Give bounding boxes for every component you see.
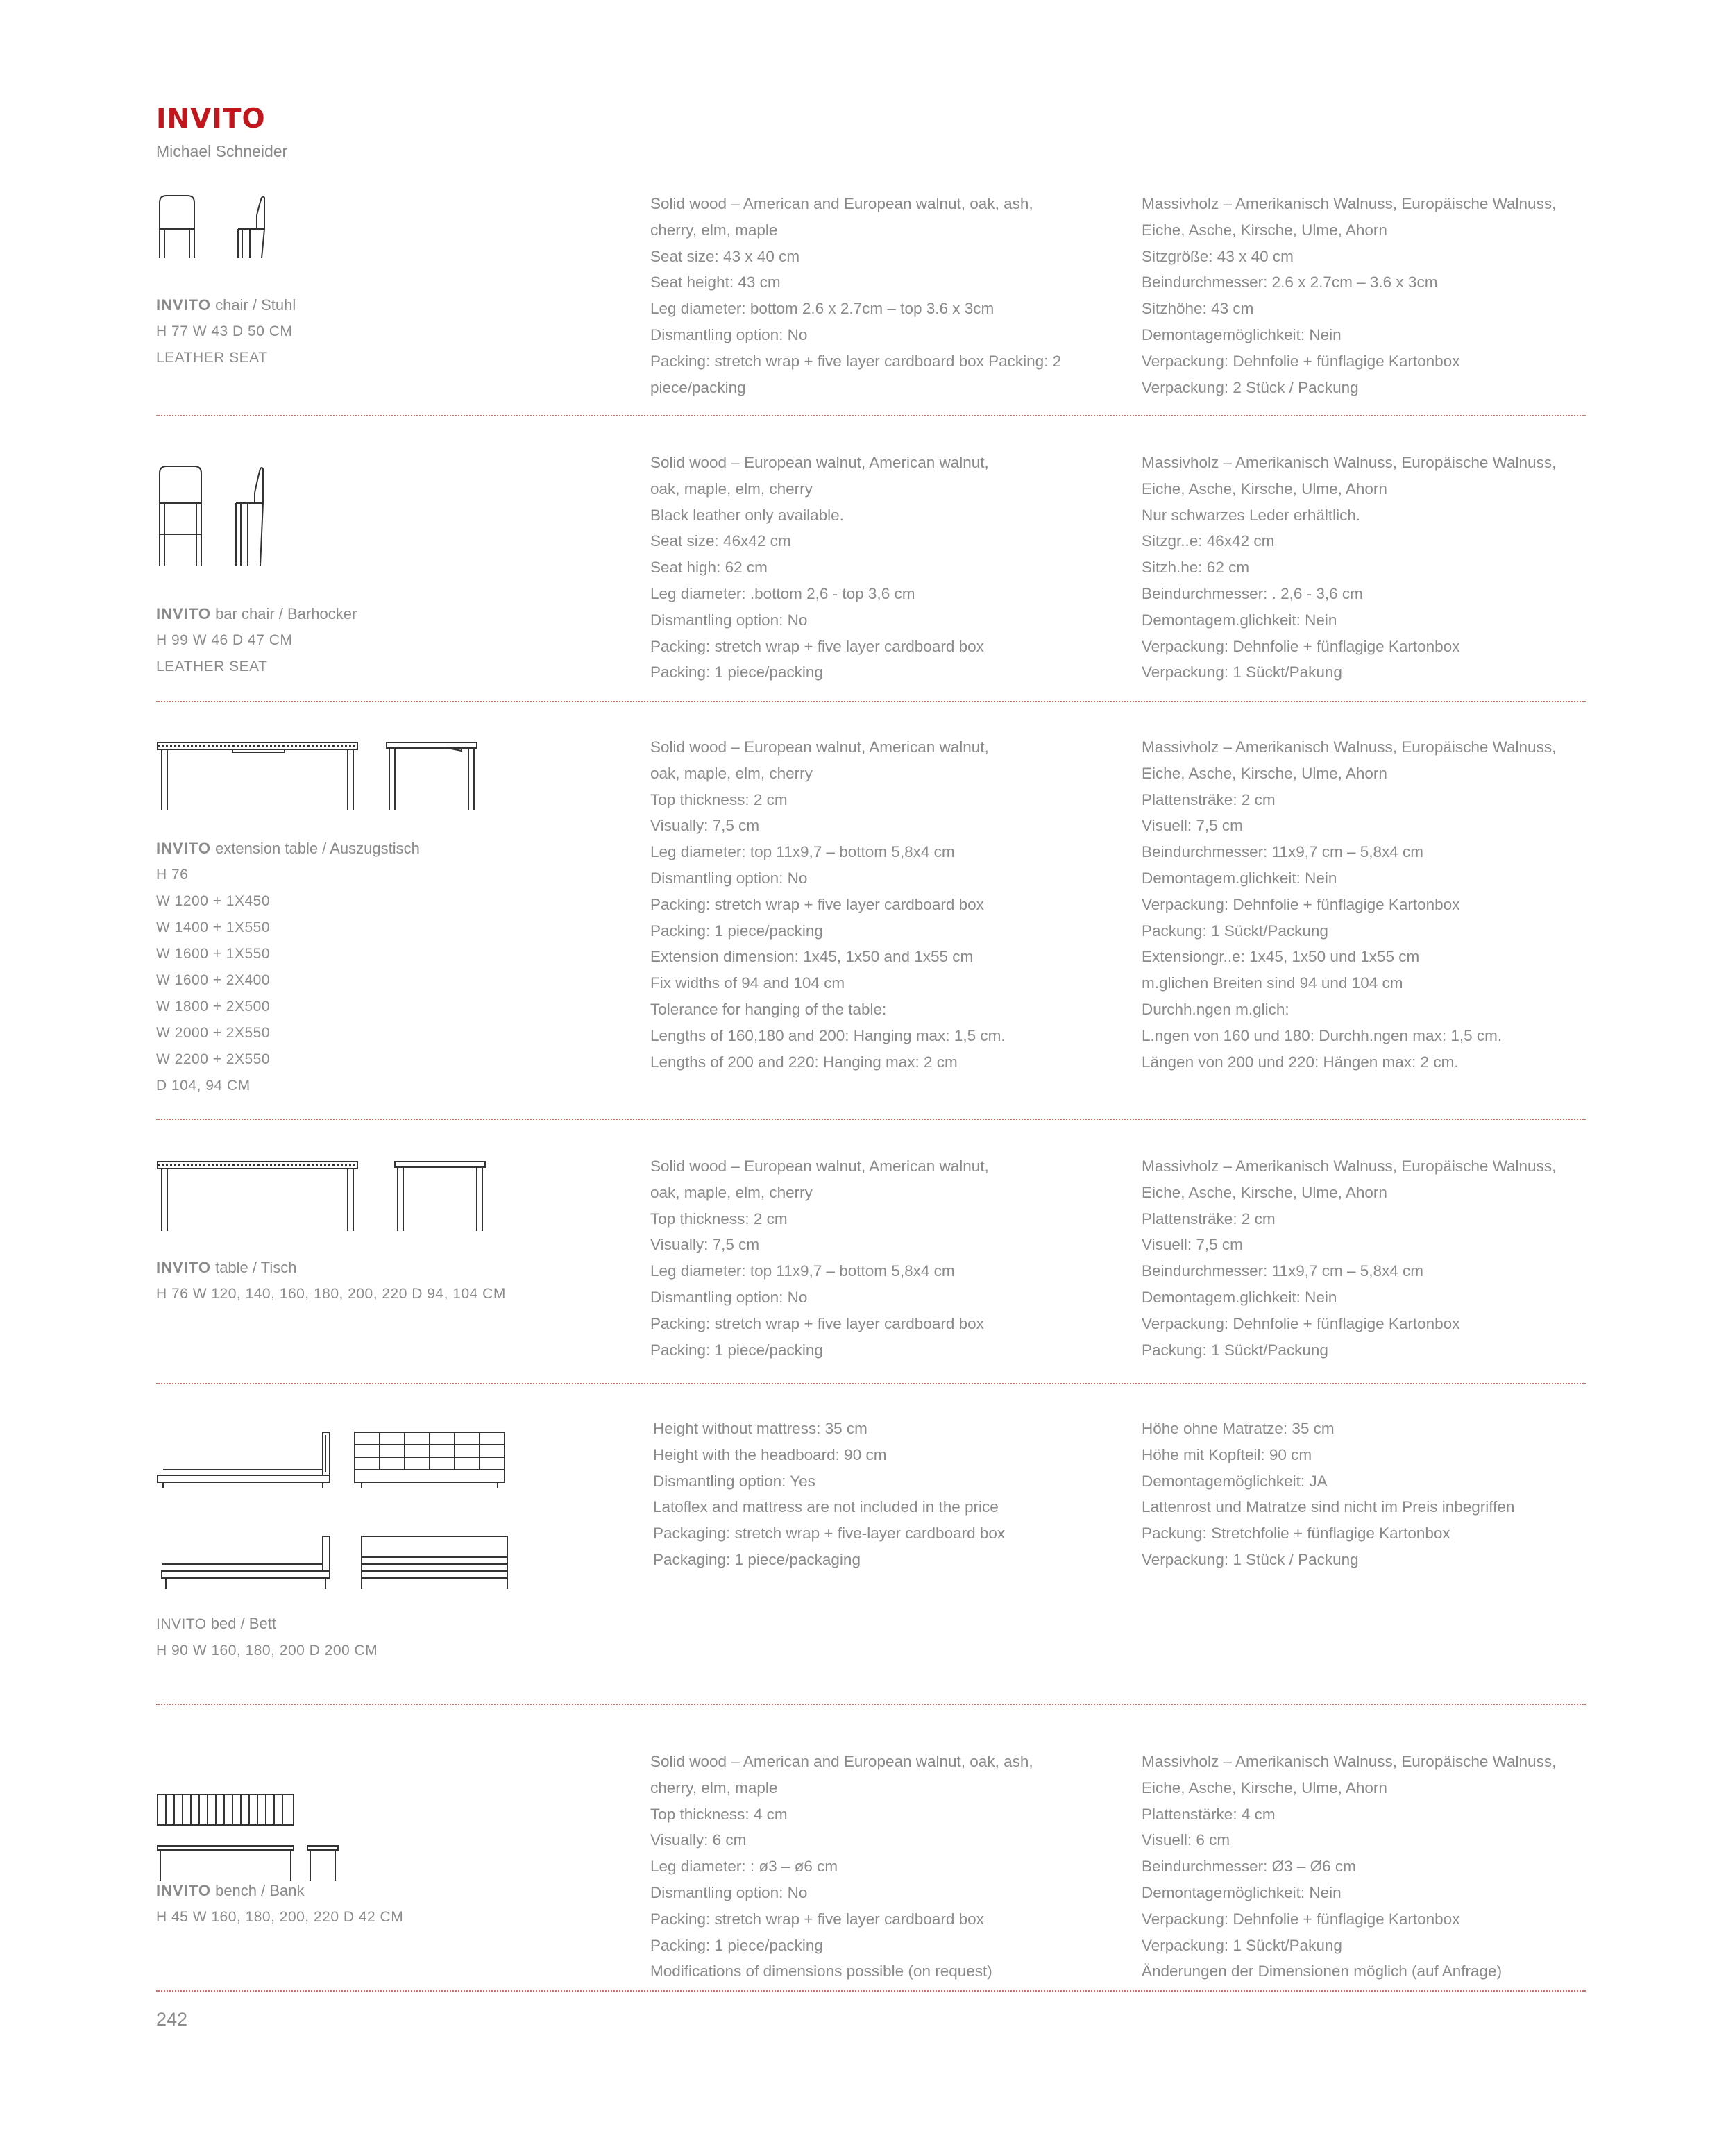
extension-table-label — [156, 835, 420, 1099]
bed-label — [156, 1611, 378, 1664]
bar-chair-spec-en: Solid wood – European walnut, American walnut, oak, maple, elm, cherry Black leather only available. Seat size: 46x42 cm Seat high: 62 cm Leg diameter: .bottom 2,6 - top 3,6 cm Dismantling option: No Packing: stretch wrap + five layer cardboard box Packing: 1 piece/packing — [650, 454, 989, 681]
section-divider — [156, 1704, 1586, 1705]
chair-spec-en: Solid wood – American and European walnut, oak, ash, cherry, elm, maple Seat size: 43 x 40 cm Seat height: 43 cm Leg diameter: bottom 2.6 x 2.7cm – top 3.6 x 3cm Dismantling option: No Packing: stretch wrap + five layer cardboard box Packing: 2 piece/packing — [650, 195, 1062, 396]
product-extra: W 2000 + 2X550 — [156, 1025, 271, 1041]
table-drawings — [156, 1160, 496, 1240]
extension-table-spec-en: Solid wood – European walnut, American walnut, oak, maple, elm, cherry Top thickness: 2 cm Visually: 7,5 cm Leg diameter: top 11x9,7 – bottom 5,8x4 cm Dismantling option: No Packing: stretch wrap + five layer cardboard box Packing: 1 piece/packing Extension dimension: 1x45, 1x50 and 1x55 cm Fix widths of 94 and 104 cm Tolerance for hanging of the table: Lengths of 160,180 and 200: Hanging max: 1,5 cm. Lengths of 200 and 220: Hanging max: 2 cm — [650, 738, 1006, 1071]
product-name: INVITO table / Tisch — [156, 1259, 297, 1276]
product-name: INVITO bar chair / Barhocker — [156, 605, 357, 622]
page-number: 242 — [156, 2009, 188, 2030]
product-name: INVITO bench / Bank — [156, 1882, 305, 1899]
product-dimensions: H 45 W 160, 180, 200, 220 D 42 CM — [156, 1909, 404, 1925]
section-divider — [156, 1119, 1586, 1120]
bar-chair-drawings — [156, 465, 281, 572]
product-extra: W 1400 + 1X550 — [156, 919, 271, 935]
product-extra: W 1600 + 1X550 — [156, 946, 271, 962]
bench-spec-en: Solid wood – American and European walnut, oak, ash, cherry, elm, maple Top thickness: 4 cm Visually: 6 cm Leg diameter: : ø3 – ø6 cm Dismantling option: No Packing: stretch wrap + five layer cardboard box Packing: 1 piece/packing Modifications of dimensions possible (on request) — [650, 1753, 1033, 1980]
bench-label — [156, 1878, 403, 1930]
chair-spec-de: Massivholz – Amerikanisch Walnuss, Europäische Walnuss, Eiche, Asche, Kirsche, Ulme, Ahorn Sitzgröße: 43 x 40 cm Beindurchmesser: 2.6 x 2.7cm – 3.6 x 3cm Sitzhöhe: 43 cm Demontagemöglichkeit: Nein Verpackung: Dehnfolie + fünflagige Kartonbox Verpackung: 2 Stück / Packung — [1142, 195, 1557, 396]
chair-drawing-icon — [156, 194, 281, 264]
bench-spec-de: Massivholz – Amerikanisch Walnuss, Europäische Walnuss, Eiche, Asche, Kirsche, Ulme, Ahorn Plattenstärke: 4 cm Visuell: 6 cm Beindurchmesser: Ø3 – Ø6 cm Demontagemöglichkeit: Nein Verpackung: Dehnfolie + fünflagige Kartonbox Verpackung: 1 Sückt/Pakung Änderungen der Dimensionen möglich (auf Anfrage) — [1142, 1753, 1557, 1980]
chair-drawings — [156, 194, 281, 267]
product-section-bar-chair — [156, 450, 1586, 686]
product-name: INVITO extension table / Auszugstisch — [156, 840, 420, 857]
extension-table-spec-de: Massivholz – Amerikanisch Walnuss, Europäische Walnuss, Eiche, Asche, Kirsche, Ulme, Ahorn Plattensträke: 2 cm Visuell: 7,5 cm Beindurchmesser: 11x9,7 cm – 5,8x4 cm Demontagem.glichkeit: Nein Verpackung: Dehnfolie + fünflagige Kartonbox Packung: 1 Sückt/Packung Extensiongr..e: 1x45, 1x50 und 1x55 cm m.glichen Breiten sind 94 und 104 cm Durchh.ngen m.glich: L.ngen von 160 und 180: Durchh.ngen max: 1,5 cm. Längen von 200 und 220: Hängen max: 2 cm. — [1142, 738, 1557, 1071]
product-dimensions: H 99 W 46 D 47 CM — [156, 632, 293, 648]
product-extra: W 1200 + 1X450 — [156, 893, 271, 909]
product-dimensions: H 76 W 120, 140, 160, 180, 200, 220 D 94, 104 CM — [156, 1286, 506, 1302]
product-section-bench — [156, 1749, 1586, 1978]
section-divider — [156, 1383, 1586, 1384]
product-extra: D 104, 94 CM — [156, 1078, 251, 1094]
table-label — [156, 1255, 506, 1307]
product-extra: W 1600 + 2X400 — [156, 972, 271, 988]
bed-drawing-icon — [156, 1429, 517, 1603]
extension-table-drawings — [156, 741, 489, 821]
section-divider — [156, 415, 1586, 416]
extension-table-drawing-icon — [156, 741, 489, 817]
table-drawing-icon — [156, 1160, 496, 1237]
bed-spec-en: Height without mattress: 35 cm Height with the headboard: 90 cm Dismantling option: Yes Latoflex and mattress are not included in the price Packaging: stretch wrap + five-layer cardboard box Packaging: 1 piece/packaging — [653, 1420, 1006, 1568]
bed-spec-de: Höhe ohne Matratze: 35 cm Höhe mit Kopfteil: 90 cm Demontagemöglichkeit: JA Lattenrost und Matratze sind nicht im Preis inbegriffen Packung: Stretchfolie + fünflagige Kartonbox Verpackung: 1 Stück / Packung — [1142, 1420, 1515, 1568]
section-divider — [156, 701, 1586, 702]
product-name: INVITO bed / Bett — [156, 1615, 276, 1632]
product-extra: W 2200 + 2X550 — [156, 1051, 271, 1067]
chair-label — [156, 292, 296, 371]
product-extra: LEATHER SEAT — [156, 659, 268, 674]
bar-chair-drawing-icon — [156, 465, 281, 569]
product-dimensions: H 76 — [156, 867, 189, 883]
product-section-bed — [156, 1416, 1586, 1693]
table-spec-en: Solid wood – European walnut, American walnut, oak, maple, elm, cherry Top thickness: 2 cm Visually: 7,5 cm Leg diameter: top 11x9,7 – bottom 5,8x4 cm Dismantling option: No Packing: stretch wrap + five layer cardboard box Packing: 1 piece/packing — [650, 1157, 989, 1359]
product-extra: LEATHER SEAT — [156, 350, 268, 366]
designer-name: Michael Schneider — [156, 142, 288, 160]
product-dimensions: H 77 W 43 D 50 CM — [156, 323, 293, 339]
product-section-extension-table — [156, 734, 1586, 1095]
bench-drawing-icon — [156, 1793, 364, 1890]
page-header — [156, 104, 287, 162]
product-section-chair — [156, 191, 1586, 406]
product-section-table — [156, 1153, 1586, 1375]
section-divider — [156, 1990, 1586, 1992]
page-title: INVITO — [156, 103, 266, 135]
table-spec-de: Massivholz – Amerikanisch Walnuss, Europäische Walnuss, Eiche, Asche, Kirsche, Ulme, Ahorn Plattensträke: 2 cm Visuell: 7,5 cm Beindurchmesser: 11x9,7 cm – 5,8x4 cm Demontagem.glichkeit: Nein Verpackung: Dehnfolie + fünflagige Kartonbox Packung: 1 Sückt/Packung — [1142, 1157, 1557, 1359]
bed-drawings — [156, 1429, 517, 1606]
bar-chair-label — [156, 601, 357, 680]
product-name: INVITO chair / Stuhl — [156, 296, 296, 314]
product-dimensions: H 90 W 160, 180, 200 D 200 CM — [156, 1643, 378, 1658]
bar-chair-spec-de: Massivholz – Amerikanisch Walnuss, Europäische Walnuss, Eiche, Asche, Kirsche, Ulme, Ahorn Nur schwarzes Leder erhältlich. Sitzgr..e: 46x42 cm Sitzh.he: 62 cm Beindurchmesser: . 2,6 - 3,6 cm Demontagem.glichkeit: Nein Verpackung: Dehnfolie + fünflagige Kartonbox Verpackung: 1 Sückt/Pakung — [1142, 454, 1557, 681]
product-extra: W 1800 + 2X500 — [156, 999, 271, 1015]
